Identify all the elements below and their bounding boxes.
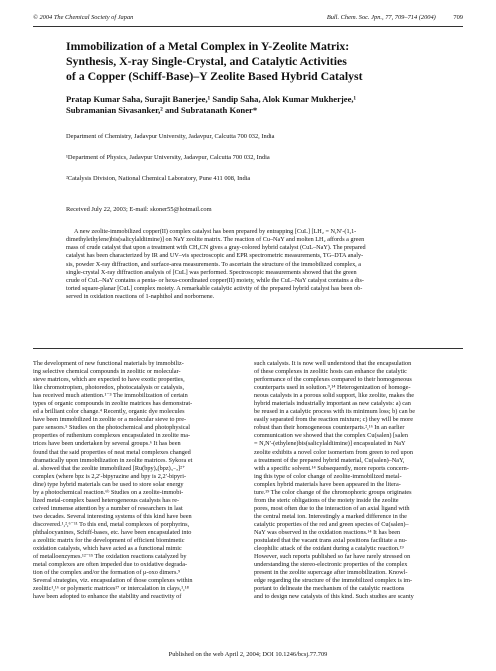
body-line: cleophilic attack of the oxidant during a catalytic reaction.¹⁹ — [254, 545, 404, 553]
journal-citation-group — [327, 13, 463, 23]
title-line: of a Copper (Schiff-Base)–Y Zeolite Based Hybrid Catalyst — [66, 68, 363, 83]
body-line: portant to delineate the mechanism of the catalytic reactions — [254, 585, 405, 593]
copyright-notice: © 2004 The Chemical Society of Japan — [33, 14, 134, 21]
body-line: complex (where bpz is 2,2′-bipyrazine and bpy is 2,2′-bipyri- — [33, 472, 187, 480]
header-rule — [33, 26, 463, 27]
affiliation: ¹Department of Physics, Jadavpur University, Jadavpur, Calcutta 700 032, India — [66, 154, 270, 161]
body-line: The development of new functional materials by immobiliz- — [33, 360, 184, 367]
page-number: 709 — [453, 14, 463, 21]
body-line: zeolite exhibits a novel color isomerism from green to red upon — [254, 448, 413, 456]
affiliation: ²Catalysis Division, National Chemical Laboratory, Pune 411 008, India — [66, 175, 251, 182]
body-line: easily separated from the reaction mixture; c) they will be more — [254, 416, 413, 424]
body-line: pare sensors.⁵ Studies on the photochemical and photophysical — [33, 424, 191, 432]
author-list — [66, 94, 436, 117]
body-line: of these complexes in zeolitic hosts can enhance the catalytic — [254, 368, 407, 376]
body-column-left — [33, 360, 242, 601]
abstract-rule — [33, 348, 463, 349]
abstract-line: crude of CuL–NaY contains a penta- or hexa-coordinated copper(II) moiety, while the CuL–NaY catalyst contains a dis- — [66, 276, 364, 284]
abstract-line: dimethylethylene)bis(salicylaldiimine)] on NaY zeolite matrix. The reaction of Cu–NaY and molten LH₂ affords a green — [66, 236, 365, 244]
body-line: ed a brilliant color change.⁴ Recently, organic dye molecules — [33, 408, 185, 416]
title-line: Immobilization of a Metal Complex in Y-Zeolite Matrix: — [66, 39, 350, 53]
body-line: properties of ruthenium complexes encapsulated in zeolite ma- — [33, 432, 191, 440]
body-line: a treatment of the prepared hybrid material, Cu(salen)–NaY, — [254, 456, 405, 464]
body-line: al. showed that the zeolite immobilized [Ru(bpy)ₓ(bpz)₃₋ₓ]²⁺ — [33, 464, 186, 472]
received-date-and-email: Received July 22, 2003; E-mail: skoner55@hotmail.com — [66, 206, 212, 213]
body-line: lized metal-complex based heterogeneous catalysts has re- — [33, 496, 180, 504]
body-line: hybrid materials industrially important as new catalysts: a) can — [254, 400, 411, 408]
body-line: complex hybrid materials have been appeared in the litera- — [254, 480, 401, 488]
running-header — [33, 13, 463, 23]
body-line: has received much attention.¹⁻³ The immobilization of certain — [33, 392, 188, 400]
body-line: neous catalysts in a porous solid support, like zeolite, makes the — [254, 392, 415, 400]
body-line: two decades. Several interesting systems of this kind have been — [33, 512, 192, 520]
body-line: ing this type of color change of zeolite-immobilized metal- — [254, 472, 402, 480]
body-line: have been immobilized in zeolite or a molecular sieve to pre- — [33, 416, 187, 424]
body-line: the central metal ion. Interestingly a marked difference in the — [254, 512, 407, 520]
body-line: phthalocyanines, Schiff-bases, etc. have been encapsulated into — [33, 528, 192, 536]
body-line: Several strategies, viz. encapsulation of those complexes within — [33, 577, 193, 585]
abstract-line: single-crystal X-ray diffraction analysis of [CuL] was performed. Spectroscopic measurements showed that the green — [66, 268, 357, 276]
body-line: sieve matrices, which are expected to have exotic properties, — [33, 376, 185, 384]
body-line: of metalloenzymes.¹²⁻¹⁵ The oxidation reactions catalyzed by — [33, 553, 187, 561]
body-line: from the steric obligations of the moiety inside the zeolite — [254, 496, 399, 504]
body-line: types of organic compounds in zeolite matrices has demonstrat- — [33, 400, 193, 408]
body-line: tion of the complex and/or the formation of μ-oxo dimers.⁹ — [33, 569, 181, 577]
body-line: and to design new catalysts of this kind. Such studies are scanty — [254, 593, 414, 601]
abstract-line: sis, powder X-ray diffraction, and surface-area measurements. To ascertain the structure of the immobilized complex, a — [66, 260, 362, 268]
body-line: understanding the stereo-electronic properties of the complex — [254, 561, 408, 569]
body-line: like chromotropism, photoredox, photocatalysis or catalysis, — [33, 384, 185, 392]
body-line: be reused in a catalytic process with its minimum loss; b) can be — [254, 408, 416, 416]
title-line: Synthesis, X-ray Single-Crystal, and Catalytic Activities — [66, 53, 347, 68]
body-line: communication we showed that the complex Cu(salen) [salen — [254, 432, 408, 440]
body-line: = N,N′-(ethylene)bis(salicylaldiimine)] encapsulated in NaY — [254, 440, 406, 448]
body-line: present in the zeolite supercage after immobilization. Knowl- — [254, 569, 408, 577]
body-line: robust than their homogeneous counterparts.²,¹⁶ In an earlier — [254, 424, 405, 432]
journal-citation: Bull. Chem. Soc. Jpn., 77, 709–714 (2004) — [326, 14, 436, 21]
body-line: discovered.¹,²,⁶⁻¹¹ To this end, metal complexes of porphyrins, — [33, 520, 190, 528]
body-line: metal complexes are often impeded due to oxidative degrada- — [33, 561, 188, 569]
body-line: oxidation catalysts, which have acted as a functional mimic — [33, 545, 182, 553]
body-line: ture.¹⁹ The color change of the chromophoric groups originates — [254, 488, 412, 496]
body-line: a zeolitic matrix for the development of efficient biomimetic — [33, 537, 185, 545]
body-line: trices have been undertaken by several groups.⁶ It has been — [33, 440, 181, 448]
author-line: Subramanian Sivasanker,² and Subratanath Koner* — [66, 105, 258, 116]
body-line: edge regarding the structure of the immobilized complex is im- — [254, 577, 413, 585]
body-line: performance of the complexes compared to their homogeneous — [254, 376, 412, 384]
body-line: However, such reports published so far have rarely stressed on — [254, 553, 411, 561]
body-line: ceived immense attention by a number of researchers in last — [33, 504, 183, 512]
abstract — [66, 228, 438, 301]
abstract-line: mass of crude catalyst that upon a treatment with CH₃CN gives a gray-colored hybrid catalyst (CuL–NaY). The prepared — [66, 244, 366, 252]
body-line: dine) type hybrid materials can be used to store solar energy — [33, 480, 184, 488]
body-line: by a photochemical reaction.⁶ᵇ Studies on a zeolite-immobi- — [33, 488, 184, 496]
abstract-line: catalyst has been characterized by IR and UV–vis spectroscopic and EPR spectrometric measurements, TG–DTA analy- — [66, 252, 364, 260]
body-line: postulated that the vacant trans axial positions facilitate a nu- — [254, 537, 407, 545]
abstract-line: torted square-planar [CuL] complex moiety. A remarkable catalytic activity of the prepared hybrid catalyst has been ob- — [66, 285, 363, 293]
body-line: pores, most often due to the interaction of an axial ligand with — [254, 504, 410, 512]
author-line: Pratap Kumar Saha, Surajit Banerjee,¹ Sandip Saha, Alok Kumar Mukherjee,¹ — [66, 94, 357, 104]
body-line: counterparts used in solution.⁹,¹⁴ Heterogenization of homoge- — [254, 384, 411, 392]
body-line: found that the said properties of neat metal complexes changed — [33, 448, 191, 456]
body-line: catalytic properties of the red and green species of Cu(salen)– — [254, 520, 409, 528]
affiliation: Department of Chemistry, Jadavpur University, Jadavpur, Calcutta 700 032, India — [66, 133, 275, 140]
body-line: dramatically upon immobilization in zeolite matrices. Sykora et — [33, 456, 193, 464]
body-line: such catalysts. It is now well understood that the encapsulation — [254, 360, 412, 367]
body-line: with a specific solvent.¹⁴ Subsequently, more reports concern- — [254, 464, 409, 472]
publication-footer: Published on the web April 2, 2004; DOI 10.1246/bcsj.77.709 — [168, 651, 328, 658]
body-line: NaY was observed in the oxidation reactions.¹⁴ It has been — [254, 528, 401, 536]
body-column-right — [254, 360, 463, 601]
abstract-line: A new zeolite-immobilized copper(II) complex catalyst has been prepared by entrapping [CuL] [LH₂ = N,N′-(1,1- — [74, 228, 357, 235]
body-line: have been adopted to enhance the stability and reactivity of — [33, 593, 182, 601]
body-line: zeolitic¹,¹⁶ or polymeric matrices¹⁷ or intercalation in clays,¹,¹⁸ — [33, 585, 189, 593]
body-line: ing selective chemical compounds in zeolitic or molecular- — [33, 368, 181, 376]
abstract-line: served in oxidation reactions of 1-naphthol and norbornene. — [66, 293, 215, 301]
article-title — [66, 39, 436, 83]
